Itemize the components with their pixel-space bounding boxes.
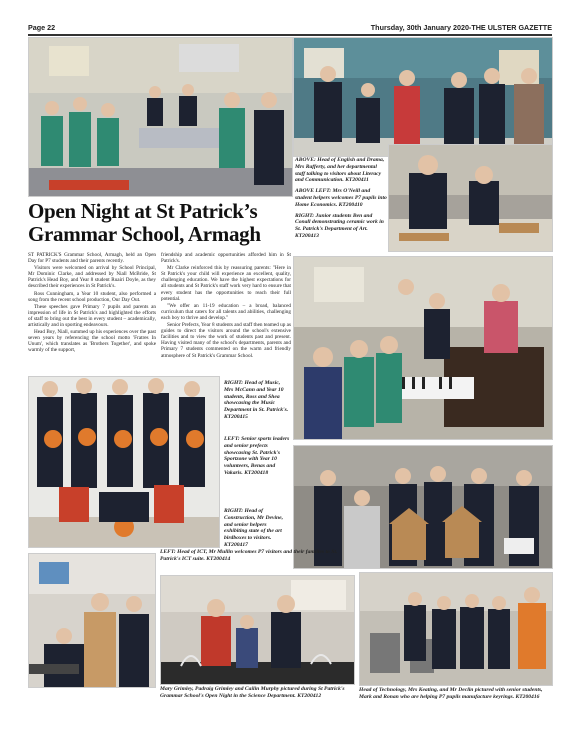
article-paragraph: "We offer an 11-19 education – a broad, balanced curriculum that caters for all talents and abilities, challenging each boy to thrive and develop." [161,302,291,321]
article-paragraph: Head Boy, Niall, summed up his experiences over the past seven years by referencing the school motto 'Fratres In Unum', which translates as 'Brothers Together', and spoke warmly of the support, [28,329,156,354]
caption-home-economics: ABOVE LEFT: Mrs O'Neill and student helpers welcomes P7 pupils into Home Economics. KT200410 [295,188,387,208]
dateline: Thursday, 30th January 2020-THE ULSTER GAZETTE [370,23,552,32]
article-paragraph: Visitors were welcomed on arrival by School Principal, Mr Dominic Clarke, and addressed by Niall McBride, St Patrick's Head Boy, and Year 8 student Ruairi Doyle, as they described their experiences in St Patrick's. [28,265,156,290]
photo-sports [28,376,220,548]
caption-ict: LEFT: Head of ICT, Mr Mullin welcomes P7 visitors and their families to St. Patrick's ICT suite. KT200414 [160,549,338,562]
caption-science: Mary Grimley, Padraig Grimley and Cailin Murphy pictured during St Patrick's Grammar School's Open Night in the Science Department. KT200412 [160,686,345,699]
photo-ict [28,553,156,688]
article-column-2 [161,252,291,360]
caption-english-drama: ABOVE: Head of English and Drama, Mrs Rafferty, and her departmental staff talking to visitors about Literacy and Communication. KT200411 [295,157,385,184]
page-header [28,21,552,33]
header-rule [28,34,552,36]
article-paragraph: ST PATRICK'S Grammar School, Armagh, held an Open Day for P7 students and their parents recently. [28,252,156,265]
photo-english-drama [293,37,553,157]
photo-technology [359,572,553,686]
article-column-1 [28,252,156,355]
article-paragraph: friendship and academic opportunities afforded him in St Patrick's. [161,252,291,265]
caption-music: RIGHT: Head of Music, Mrs McCann and Year 10 students, Ross and Shea showcasing the Music Department in St. Patrick's. KT200415 [224,380,289,420]
photo-science [160,575,355,685]
photo-music [293,256,553,440]
article-paragraph: Senior Prefects, Year 8 students and staff then teamed up as guides to direct the visitors around the school's extensive facilities and to view the work of students past and present. Having visited many of the school's departments, parents and Primary 7 students commented on the warm and friendly atmosphere of St Patrick's Grammar School. [161,322,291,359]
caption-art-ceramics: RIGHT: Junior students Ben and Conall demonstrating ceramic work in St. Patrick's Department of Art. KT200413 [295,212,384,239]
article-paragraph: These speeches gave Primary 7 pupils and parents an impression of life in St Patrick's and highlighted the efforts of staff to bring out the best in every student – academically, artistically and in sporting endeavours. [28,303,156,329]
caption-sports: LEFT: Senior sports leaders and senior prefects showcasing St. Patrick's Sportzone with Year 10 volunteers, Benas and Vakaris. KT200418 [224,436,290,476]
photo-home-economics [28,37,293,197]
article-paragraph: Mr Clarke reinforced this by reassuring parents: "Here in St Patrick's your child will experience an excellent, quality, challenging education. We have the highest expectations for all students and St Patrick's staff work very hard to ensure that every student has the opportunities to reach their full potential. [161,265,291,302]
captions-top-right [295,157,387,244]
article-paragraph: Ross Cunningham, a Year 10 student, also performed a song from the recent school production, Our Day Out. [28,290,156,303]
photo-art-ceramics [388,144,553,252]
caption-construction: RIGHT: Head of Construction, Mr Devine, and senior helpers exhibiting state of the art birdboxes to visitors. KT200417 [224,508,284,548]
headline: Open Night at St Patrick’s Grammar School, Armagh [28,199,261,246]
caption-technology: Head of Technology, Mrs Keating, and Mr Declin pictured with senior students, Mark and Ronan who are helping P7 pupils manufacture keyrings. KT200416 [359,687,543,700]
page-number: Page 22 [28,23,56,32]
